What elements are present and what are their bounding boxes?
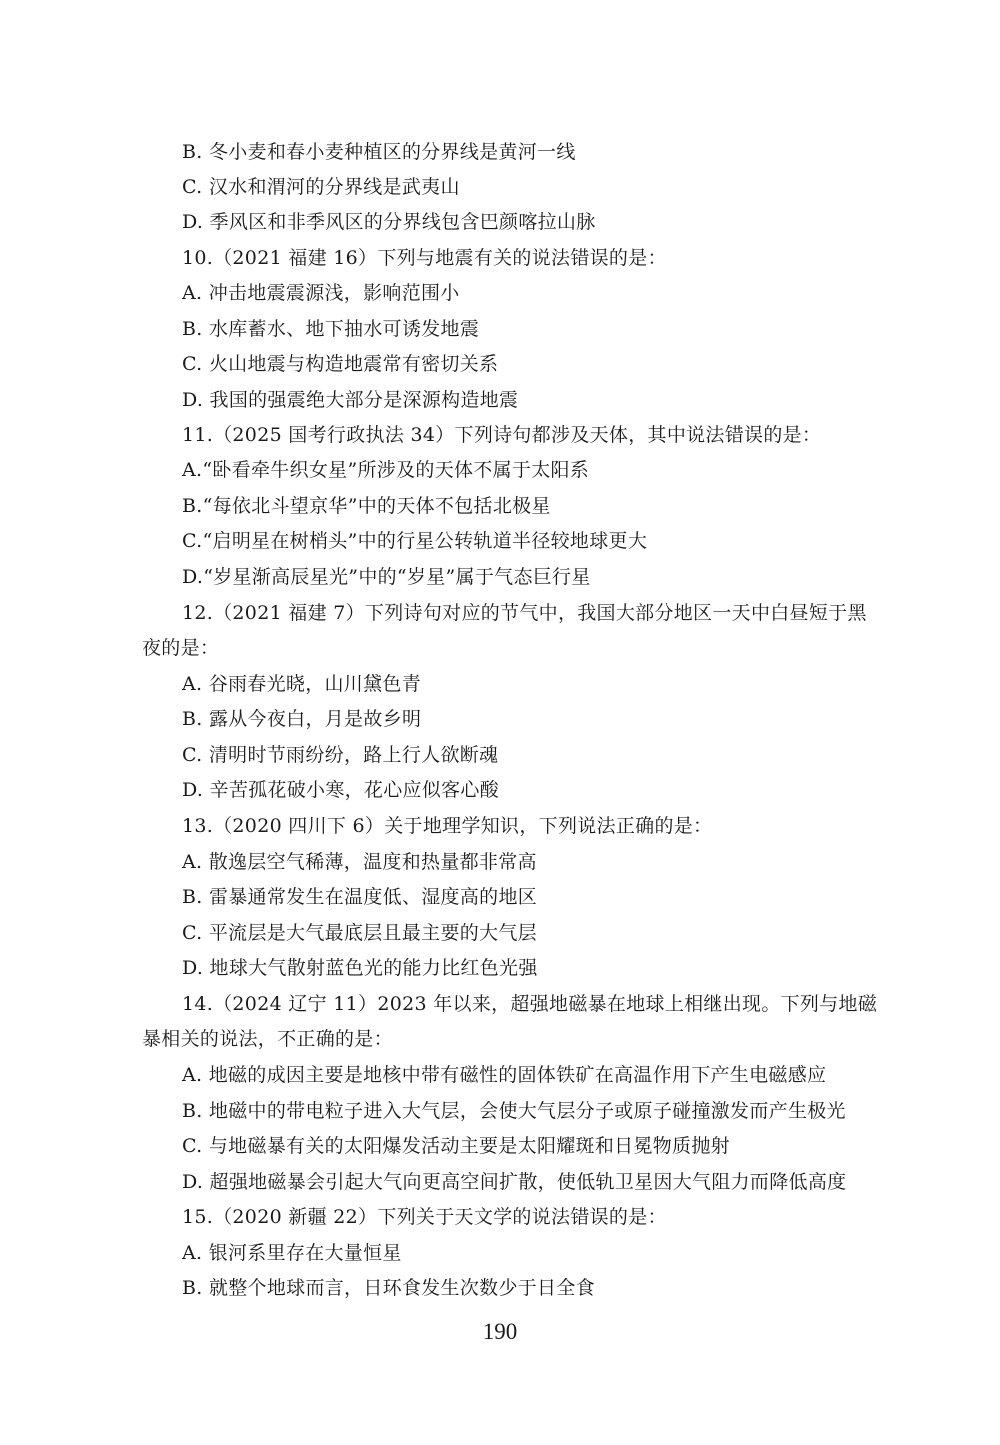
option-14b: B. 地磁中的带电粒子进入大气层，会使大气层分子或原子碰撞激发而产生极光	[182, 1100, 846, 1122]
page-number: 190	[482, 1319, 518, 1344]
option-14c: C. 与地磁暴有关的太阳爆发活动主要是太阳耀斑和日冕物质抛射	[182, 1135, 730, 1157]
option-11c: C.“启明星在树梢头”中的行星公转轨道半径较地球更大	[182, 530, 648, 552]
option-11d: D.“岁星渐高辰星光”中的“岁星”属于气态巨行星	[182, 566, 591, 588]
question-10-stem: 10.（2021 福建 16）下列与地震有关的说法错误的是：	[182, 247, 667, 269]
option-11a: A.“卧看牵牛织女星”所涉及的天体不属于太阳系	[182, 459, 590, 481]
option-10b: B. 水库蓄水、地下抽水可诱发地震	[182, 318, 480, 340]
option-12a: A. 谷雨春光晓，山川黛色青	[182, 673, 422, 695]
option-12b: B. 露从今夜白，月是故乡明	[182, 708, 422, 730]
option-14d: D. 超强地磁暴会引起大气向更高空间扩散，使低轨卫星因大气阻力而降低高度	[182, 1171, 847, 1193]
question-14-stem: 14.（2024 辽宁 11）2023 年以来，超强地磁暴在地球上相继出现。下列与地磁	[182, 993, 878, 1015]
question-15-stem: 15.（2020 新疆 22）下列关于天文学的说法错误的是：	[182, 1206, 667, 1228]
question-12-stem: 12.（2021 福建 7）下列诗句对应的节气中，我国大部分地区一天中白昼短于黑	[182, 602, 867, 624]
option-9b: B. 冬小麦和春小麦种植区的分界线是黄河一线	[182, 141, 576, 163]
option-10d: D. 我国的强震绝大部分是深源构造地震	[182, 389, 519, 411]
option-14a: A. 地磁的成因主要是地核中带有磁性的固体铁矿在高温作用下产生电磁感应	[182, 1064, 827, 1086]
option-10c: C. 火山地震与构造地震常有密切关系	[182, 353, 499, 375]
option-13d: D. 地球大气散射蓝色光的能力比红色光强	[182, 957, 538, 979]
option-13c: C. 平流层是大气最底层且最主要的大气层	[182, 922, 537, 944]
option-9c: C. 汉水和渭河的分界线是武夷山	[182, 176, 460, 198]
question-12-stem-cont: 夜的是：	[142, 637, 220, 659]
option-10a: A. 冲击地震震源浅，影响范围小	[182, 282, 460, 304]
option-12d: D. 辛苦孤花破小寒，花心应似客心酸	[182, 779, 500, 801]
question-13-stem: 13.（2020 四川下 6）关于地理学知识，下列说法正确的是：	[182, 815, 713, 837]
option-13b: B. 雷暴通常发生在温度低、湿度高的地区	[182, 886, 538, 908]
question-14-stem-cont: 暴相关的说法，不正确的是：	[142, 1028, 393, 1050]
option-9d: D. 季风区和非季风区的分界线包含巴颜喀拉山脉	[182, 211, 596, 233]
option-13a: A. 散逸层空气稀薄，温度和热量都非常高	[182, 851, 537, 873]
option-15b: B. 就整个地球而言，日环食发生次数少于日全食	[182, 1277, 595, 1299]
option-15a: A. 银河系里存在大量恒星	[182, 1242, 402, 1264]
question-11-stem: 11.（2025 国考行政执法 34）下列诗句都涉及天体，其中说法错误的是：	[182, 424, 822, 446]
option-12c: C. 清明时节雨纷纷，路上行人欲断魂	[182, 744, 499, 766]
option-11b: B.“每依北斗望京华”中的天体不包括北极星	[182, 495, 551, 517]
